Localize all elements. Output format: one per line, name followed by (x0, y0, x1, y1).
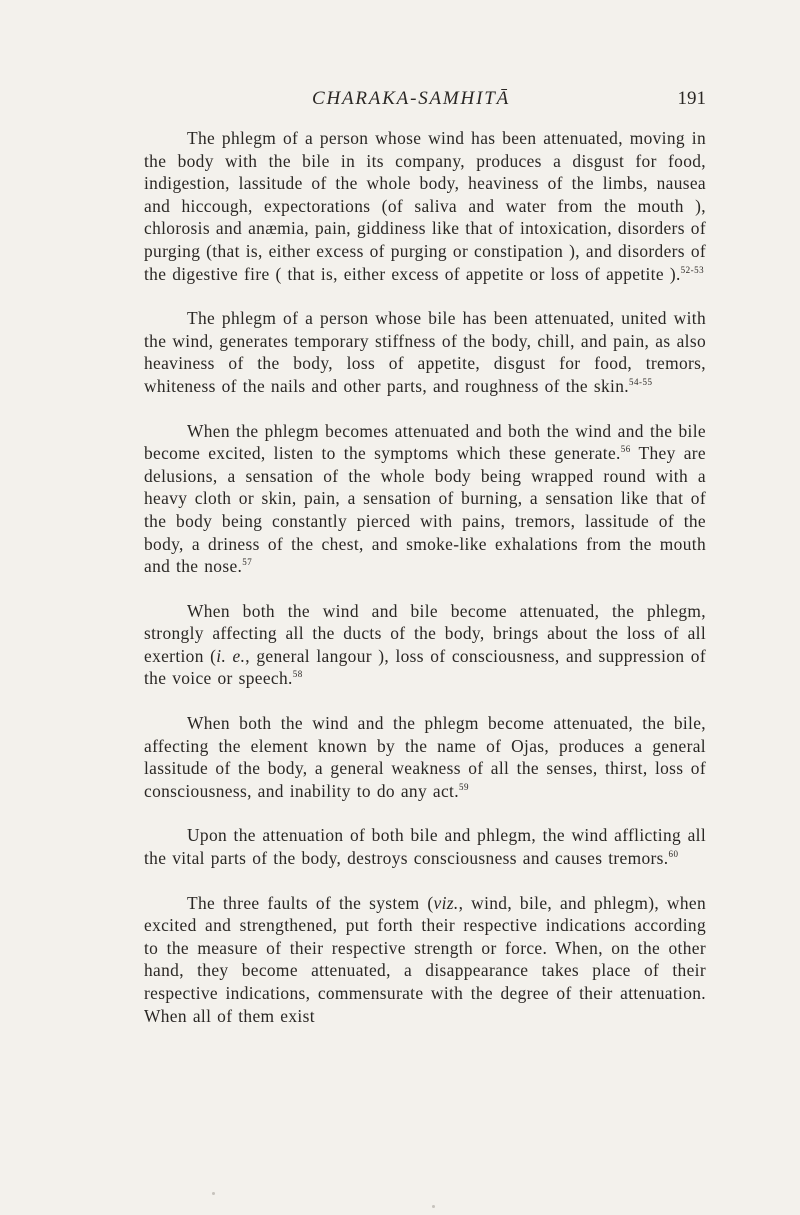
paragraph-text: When the phlegm becomes attenuated and both the wind and the bile become excited, listen to the symptoms which these generate. (144, 420, 706, 464)
verse-ref: 52-53 (680, 264, 705, 275)
paragraph-text-lead: The three faults of the system ( (187, 892, 434, 913)
paragraph-text-lead: When both the wind and bile become attenuated, the phlegm, strongly affecting all the ducts of the body, brings about the loss of all exertion ( (144, 600, 706, 666)
running-head (144, 88, 706, 118)
paper-speck (212, 1192, 215, 1195)
paragraph-three-faults (144, 892, 706, 1028)
paragraph-59 (144, 712, 706, 802)
italic-abbreviation: viz. (433, 892, 459, 913)
verse-ref: 54-55 (628, 376, 653, 387)
verse-ref: 56 (620, 444, 631, 455)
verse-ref: 59 (458, 781, 469, 792)
paragraph-52-53 (144, 127, 706, 285)
paragraph-text: When both the wind and the phlegm become attenuated, the bile, affecting the element known by the name of Ojas, produces a general lassitude of the body, a general weakness of all the senses, thirst, loss of consciousness, and inability to do any act. (144, 713, 706, 801)
paragraph-text: Upon the attenuation of both bile and phlegm, the wind afflicting all the vital parts of the body, destroys consciousness and causes tremors. (144, 825, 706, 869)
verse-ref: 58 (292, 669, 303, 680)
paper-speck (432, 1205, 435, 1208)
paragraph-text-continued: They are delusions, a sensation of the whole body being wrapped round with a heavy cloth or skin, pain, a sensation of burning, a sensation like that of the body being constantly pierced with pains, tremors, lassitude of the body, a driness of the chest, and smoke-like exhalations from the mouth and the nose. (144, 443, 706, 577)
body-text (144, 127, 706, 1049)
verse-ref: 57 (242, 557, 253, 568)
paragraph-56-57 (144, 420, 706, 578)
paragraph-58 (144, 600, 706, 690)
italic-abbreviation: i. e. (216, 645, 246, 666)
paragraph-text: , general langour ), loss of consciousness, and suppression of the voice or speech. (144, 645, 706, 689)
paragraph-text: The phlegm of a person whose wind has been attenuated, moving in the body with the bile in its company, produces a disgust for food, indigestion, lassitude of the whole body, heaviness of the limbs, nausea and hiccough, expectorations (of saliva and water from the mouth ), chlorosis and anæmia, pain, giddiness like that of intoxication, disorders of purging (that is, either excess of purging or constipation ), and disorders of the digestive fire ( that is, either excess of appetite or loss of appetite ). (144, 128, 706, 284)
page-number: 191 (677, 88, 706, 109)
verse-ref: 60 (668, 849, 679, 860)
running-title: CHARAKA-SAMHITĀ (312, 88, 510, 109)
paragraph-text: The phlegm of a person whose bile has been attenuated, united with the wind, generates temporary stiffness of the body, chill, and pain, as also heaviness of the body, loss of appetite, disgust for food, tremors, whiteness of the nails and other parts, and roughness of the skin. (144, 308, 706, 396)
paragraph-60 (144, 824, 706, 869)
paragraph-54-55 (144, 307, 706, 397)
paragraph-text: , wind, bile, and phlegm), when excited and strengthened, put forth their respective indications according to the measure of their respective strength or force. When, on the other hand, they become attenuated, a disappearance takes place of their respective indications, commensurate with the degree of their attenuation. When all of them exist (144, 892, 706, 1026)
